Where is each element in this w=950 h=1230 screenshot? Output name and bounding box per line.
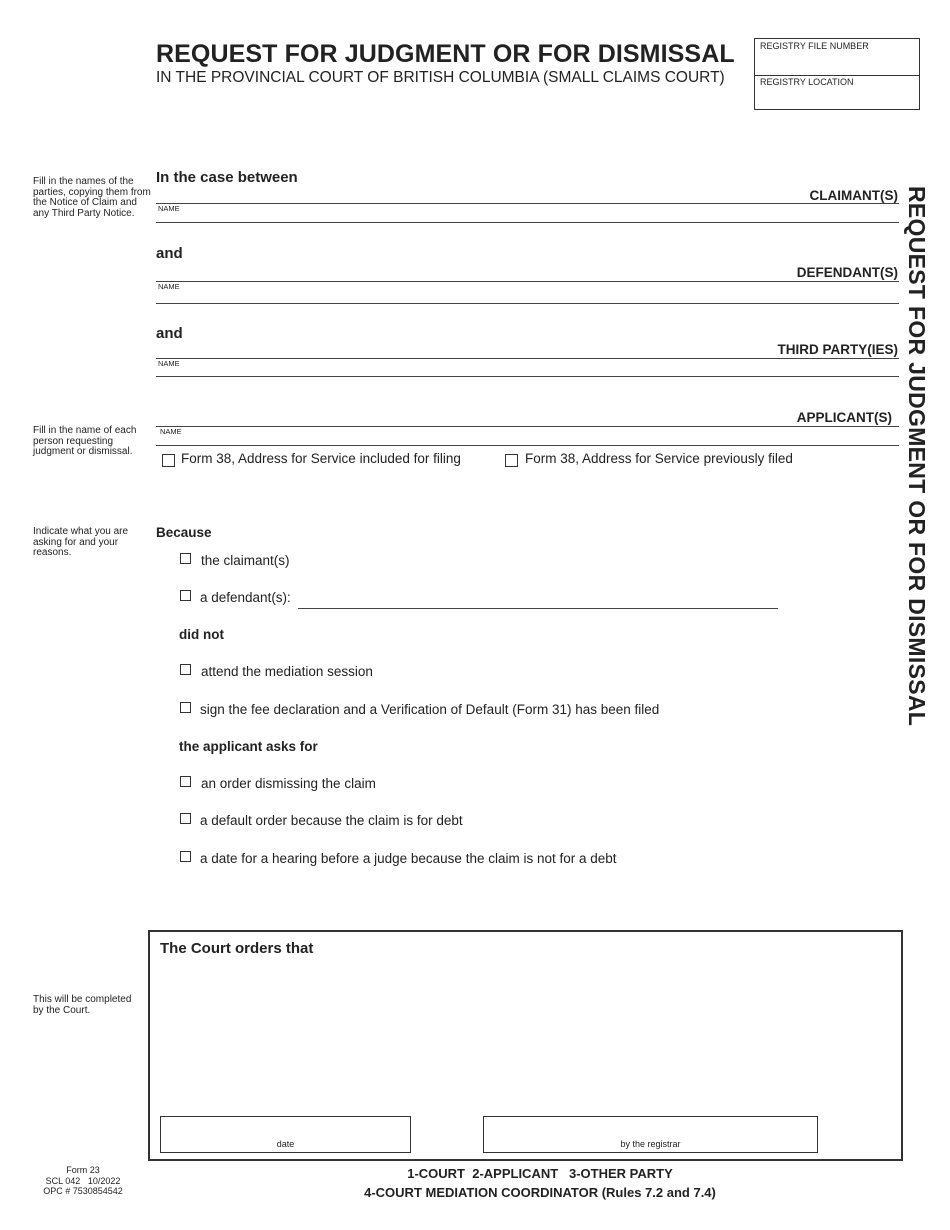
claimants-label: CLAIMANT(S) (809, 188, 898, 203)
claimants-name-line-2[interactable] (156, 222, 899, 223)
hearing-option-label: a date for a hearing before a judge because the claim is not for a debt (200, 851, 617, 866)
hearing-checkbox[interactable] (180, 851, 191, 862)
claimants-checkbox[interactable] (180, 553, 191, 564)
applicants-label: APPLICANT(S) (796, 410, 892, 425)
defendants-name-input-line[interactable] (298, 608, 778, 609)
registrar-label: by the registrar (620, 1139, 681, 1149)
form-subtitle: IN THE PROVINCIAL COURT OF BRITISH COLUMBIA (SMALL CLAIMS COURT) (156, 69, 725, 86)
form-title: REQUEST FOR JUDGMENT OR FOR DISMISSAL (156, 40, 735, 68)
note-parties: Fill in the names of the parties, copying them from the Notice of Claim and any Third Party Notice. (33, 176, 151, 219)
asks-for-heading: the applicant asks for (179, 739, 318, 754)
third-parties-label: THIRD PARTY(IES) (777, 342, 898, 357)
claimants-name-line[interactable] (156, 203, 899, 204)
distribution-line-1: 1-COURT 2-APPLICANT 3-OTHER PARTY (407, 1166, 673, 1181)
sign-checkbox[interactable] (180, 702, 191, 713)
registry-location-label: REGISTRY LOCATION (760, 77, 854, 87)
form38-previously-checkbox[interactable] (505, 454, 518, 467)
registry-file-number-label: REGISTRY FILE NUMBER (760, 41, 869, 51)
defendants-name-line[interactable] (156, 281, 899, 282)
date-box (160, 1116, 411, 1153)
and-label-1: and (156, 245, 183, 262)
side-title: REQUEST FOR JUDGMENT OR FOR DISMISSAL (904, 186, 930, 727)
claimants-name-label: NAME (158, 204, 180, 213)
third-parties-name-line-2[interactable] (156, 376, 899, 377)
defendants-checkbox[interactable] (180, 590, 191, 601)
defendants-name-label: NAME (158, 282, 180, 291)
note-applicant: Fill in the name of each person requesting judgment or dismissal. (33, 425, 137, 457)
default-order-option-label: a default order because the claim is for debt (200, 813, 463, 828)
defendants-label: DEFENDANT(S) (796, 265, 898, 280)
date-label: date (276, 1139, 295, 1149)
applicants-name-line-2[interactable] (156, 445, 899, 446)
claimants-option-label: the claimant(s) (201, 553, 290, 568)
note-court: This will be completed by the Court. (33, 994, 132, 1016)
registry-box (754, 38, 920, 110)
registry-location-field[interactable] (755, 75, 919, 110)
did-not-heading: did not (179, 627, 224, 642)
court-orders-heading: The Court orders that (160, 940, 314, 957)
form38-included-checkbox[interactable] (162, 454, 175, 467)
distribution-line-2: 4-COURT MEDIATION COORDINATOR (Rules 7.2 and 7.4) (364, 1185, 716, 1200)
applicants-name-line[interactable] (156, 426, 899, 427)
default-order-checkbox[interactable] (180, 813, 191, 824)
third-parties-name-line[interactable] (156, 358, 899, 359)
case-between-heading: In the case between (156, 169, 298, 186)
opc-number: OPC # 7530854542 (43, 1186, 123, 1196)
defendants-name-line-2[interactable] (156, 303, 899, 304)
dismiss-option-label: an order dismissing the claim (201, 776, 376, 791)
note-reasons: Indicate what you are asking for and your reasons. (33, 526, 129, 558)
registry-file-number-field[interactable] (755, 39, 919, 76)
applicants-name-label: NAME (160, 427, 182, 436)
court-orders-box (148, 930, 903, 1161)
form38-previously-label: Form 38, Address for Service previously filed (525, 451, 793, 466)
sign-option-label: sign the fee declaration and a Verification of Default (Form 31) has been filed (200, 702, 660, 717)
form-code-block (38, 1165, 128, 1197)
form38-included-label: Form 38, Address for Service included for filing (181, 451, 461, 466)
because-heading: Because (156, 525, 212, 540)
and-label-2: and (156, 325, 183, 342)
attend-checkbox[interactable] (180, 664, 191, 675)
registrar-box (483, 1116, 818, 1153)
third-parties-name-label: NAME (158, 359, 180, 368)
dismiss-checkbox[interactable] (180, 776, 191, 787)
attend-option-label: attend the mediation session (201, 664, 373, 679)
form-number: Form 23 (66, 1165, 100, 1175)
defendants-option-label: a defendant(s): (200, 590, 291, 605)
form-code: SCL 042 10/2022 (45, 1175, 121, 1186)
